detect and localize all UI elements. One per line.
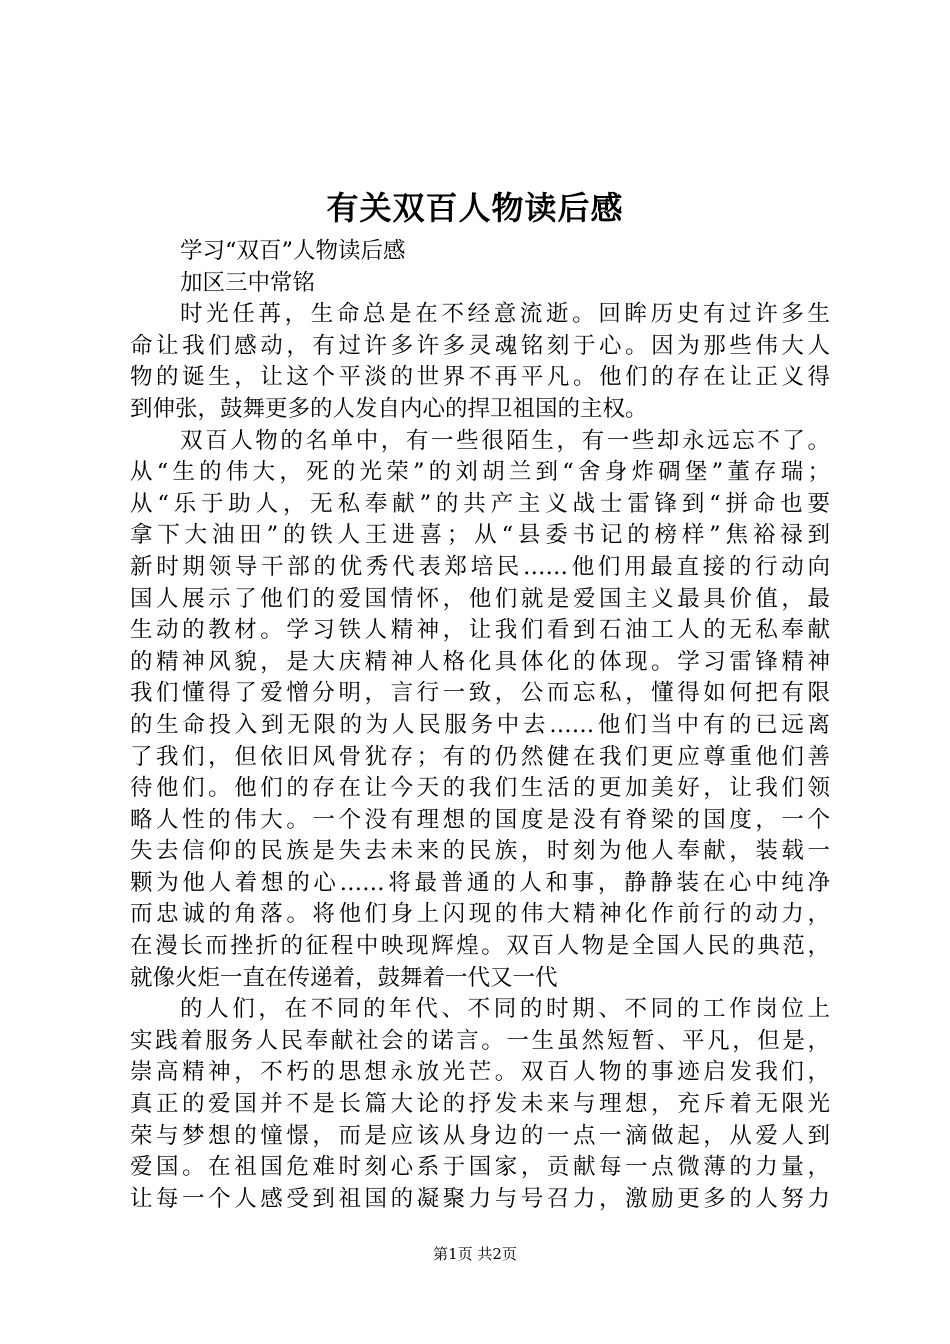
text-line: 时光任苒，生命总是在不经意流逝。回眸历史有过许多生: [180, 301, 830, 328]
text-line: 从“生的伟大，死的光荣”的刘胡兰到“舍身炸碉堡”董存瑞；: [130, 459, 830, 486]
text-line: 国人展示了他们的爱国情怀，他们就是爱国主义最具价值，最: [130, 585, 830, 612]
text-line: 略人性的伟大。一个没有理想的国度是没有脊梁的国度，一个: [130, 806, 830, 833]
text-line: 真正的爱国并不是长篇大论的抒发未来与理想，充斥着无限光: [130, 1091, 830, 1118]
text-line: 从“乐于助人，无私奉献”的共产主义战士雷锋到“拼命也要: [130, 490, 830, 517]
text-line: 生动的教材。学习铁人精神，让我们看到石油工人的无私奉献: [130, 617, 830, 644]
text-line: 物的诞生，让这个平淡的世界不再平凡。他们的存在让正义得: [130, 364, 830, 391]
text-line: 实践着服务人民奉献社会的诺言。一生虽然短暂、平凡，但是，: [130, 1027, 830, 1054]
text-line: 新时期领导干部的优秀代表郑培民……他们用最直接的行动向: [130, 553, 830, 580]
text-line: 失去信仰的民族是失去未来的民族，时刻为他人奉献，装载一: [130, 838, 830, 865]
text-line: 拿下大油田”的铁人王进喜；从“县委书记的榜样”焦裕禄到: [130, 522, 830, 549]
text-line: 加区三中常铭: [180, 269, 316, 296]
text-line: 双百人物的名单中，有一些很陌生，有一些却永远忘不了。: [180, 427, 830, 454]
text-line: 了我们，但依旧风骨犹存；有的仍然健在我们更应尊重他们善: [130, 743, 830, 770]
text-line: 就像火炬一直在传递着，鼓舞着一代又一代: [130, 964, 558, 991]
text-line: 而忠诚的角落。将他们身上闪现的伟大精神化作前行的动力，: [130, 901, 830, 928]
page-footer: 第1页 共2页: [433, 1245, 517, 1263]
text-line: 到伸张，鼓舞更多的人发自内心的捍卫祖国的主权。: [130, 395, 648, 422]
text-line: 命让我们感动，有过许多许多灵魂铭刻于心。因为那些伟大人: [130, 332, 830, 359]
document-title: 有关双百人物读后感: [326, 189, 624, 227]
document-body: [130, 236, 830, 1215]
text-line: 爱国。在祖国危难时刻心系于国家，贡献每一点微薄的力量，: [130, 1154, 830, 1181]
text-line: 的生命投入到无限的为人民服务中去……他们当中有的已远离: [130, 711, 830, 738]
text-line: 学习“双百”人物读后感: [180, 238, 406, 264]
text-line: 让每一个人感受到祖国的凝聚力与号召力，激励更多的人努力: [130, 1185, 830, 1212]
text-line: 颗为他人着想的心……将最普通的人和事，静静装在心中纯净: [130, 869, 830, 896]
text-line: 崇高精神，不朽的思想永放光芒。双百人物的事迹启发我们，: [130, 1059, 830, 1086]
text-line: 荣与梦想的憧憬，而是应该从身边的一点一滴做起，从爱人到: [130, 1122, 830, 1149]
text-line: 的人们，在不同的年代、不同的时期、不同的工作岗位上: [180, 996, 830, 1023]
text-line: 在漫长而挫折的征程中映现辉煌。双百人物是全国人民的典范，: [130, 933, 830, 960]
text-line: 待他们。他们的存在让今天的我们生活的更加美好，让我们领: [130, 775, 830, 802]
text-line: 我们懂得了爱憎分明，言行一致，公而忘私，懂得如何把有限: [130, 680, 830, 707]
text-line: 的精神风貌，是大庆精神人格化具体化的体现。学习雷锋精神: [130, 648, 830, 675]
